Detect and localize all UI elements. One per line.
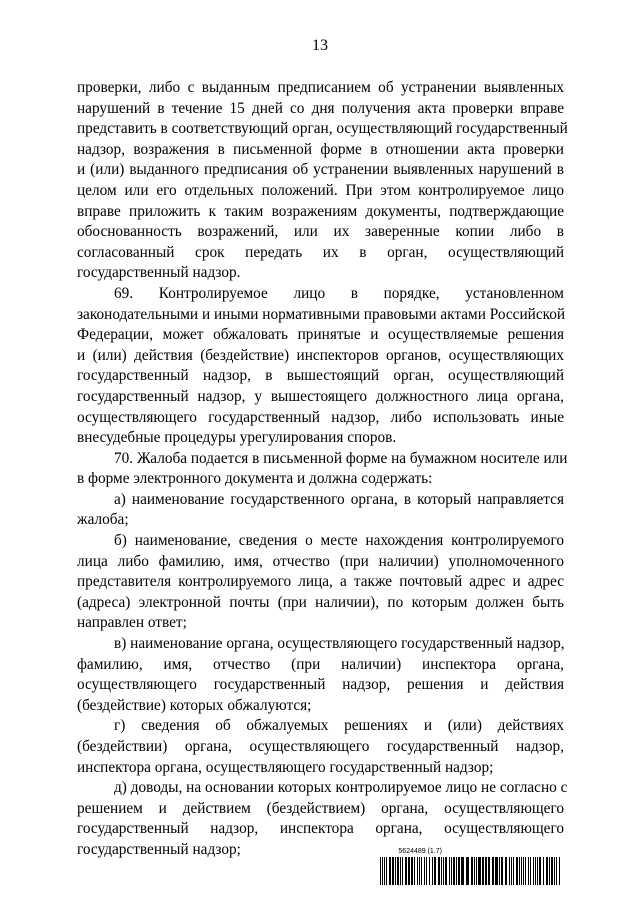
page-number: 13 (312, 37, 328, 54)
barcode-bar (513, 857, 514, 885)
barcode-bar (414, 857, 415, 885)
text-line: законодательными и иными нормативными правовыми актами Российской (77, 305, 566, 323)
barcode-bar (478, 857, 481, 885)
text-line: нарушений в течение 15 дней со дня получения акта проверки вправе (77, 99, 564, 117)
barcode-bar (516, 857, 518, 885)
text-line: направлен ответ; (77, 614, 187, 632)
barcode-bar (549, 857, 550, 885)
text-line: (бездействие) которых обжалуются; (77, 696, 312, 714)
text-line: проверки, либо с выданным предписанием об устранении выявленных (77, 79, 564, 96)
barcode-bar (386, 857, 387, 885)
barcode-bar (543, 857, 544, 885)
text-line: инспектора органа, осуществляющего государственный надзор; (77, 758, 494, 776)
barcode-bar (509, 857, 510, 885)
barcode-bar (424, 857, 425, 885)
barcode-bar (511, 857, 512, 885)
barcode-bar (556, 857, 557, 885)
text-line: представителя контролируемого лица, а также почтовый адрес и адрес (77, 573, 564, 591)
text-line: г) сведения об обжалуемых решениях и (или) действиях (114, 717, 564, 735)
barcode-bar (539, 857, 541, 885)
barcode-bar (505, 857, 507, 885)
barcode-bar (474, 857, 475, 885)
barcode-bar (535, 857, 536, 885)
barcode-bar (482, 857, 484, 885)
text-line: (бездействии) органа, осуществляющего государственный надзор, (77, 738, 564, 755)
text-line: (адреса) электронной почты (при наличии), по которым должен быть (77, 593, 564, 611)
text-line: д) доводы, на основании которых контролируемое лицо не согласно с (114, 779, 568, 797)
barcode-image (380, 857, 562, 887)
barcode-bar (461, 857, 464, 885)
text-line: государственный надзор; (77, 840, 241, 858)
barcode-bar (499, 857, 500, 885)
text-line: согласованный срок передать их в орган, осуществляющий (77, 243, 564, 261)
text-line: жалоба; (77, 511, 129, 529)
paragraph (77, 284, 564, 449)
barcode-bar (521, 857, 522, 885)
text-line: обоснованность возражений, или их заверенные копии либо в (77, 223, 564, 241)
text-line: осуществляющего государственный надзор, либо использовать иные (77, 408, 564, 426)
barcode-bar (453, 857, 455, 885)
barcode-bar (476, 857, 477, 885)
barcode-bar (488, 857, 490, 885)
barcode-bar (537, 857, 538, 885)
barcode-bar (471, 857, 473, 885)
paragraph (77, 449, 568, 490)
barcode-bar (528, 857, 529, 885)
barcode-bar (492, 857, 494, 885)
barcode-bar (419, 857, 420, 885)
barcode-bar (456, 857, 457, 885)
text-line: внесудебные процедуры урегулирования споров. (77, 429, 397, 447)
barcode-bar (384, 857, 385, 885)
barcode-bar (380, 857, 381, 885)
barcode-bar (519, 857, 520, 885)
text-line: целом или его отдельных положений. При этом контролируемое лицо (77, 181, 564, 199)
text-line: фамилию, имя, отчество (при наличии) инспектора органа, (77, 655, 564, 673)
barcode-bar (530, 857, 531, 885)
barcode-bar (501, 857, 503, 885)
paragraph (77, 634, 564, 716)
text-line: Федерации, может обжаловать принятые и осуществляемые решения (77, 326, 564, 344)
barcode-area (380, 847, 562, 887)
barcode-bar (466, 857, 469, 885)
barcode-bar (392, 857, 394, 885)
text-line: и (или) выданного предписания об устранении выявленных нарушений в (77, 161, 564, 179)
text-line: надзор, возражения в письменной форме в отношении акта проверки (77, 140, 564, 158)
text-line: государственный надзор, у вышестоящего должностного лица органа, (77, 387, 564, 405)
barcode-code-text: 5624489 (1.7) (398, 848, 442, 855)
text-line: в) наименование органа, осуществляющего государственный надзор, (114, 635, 565, 653)
barcode-bar (382, 857, 383, 885)
text-line: б) наименование, сведения о месте нахождения контролируемого (114, 532, 564, 550)
barcode-bar (485, 857, 487, 885)
barcode-bar (525, 857, 526, 885)
barcode-bar (434, 857, 436, 885)
barcode-bar (445, 857, 447, 885)
text-line: 70. Жалоба подается в письменной форме на бумажном носителе или (114, 449, 568, 467)
barcode-bar (559, 857, 560, 885)
barcode-bar (451, 857, 452, 885)
barcode-bar (397, 857, 399, 885)
barcode-bar (554, 857, 555, 885)
text-line: вправе приложить к таким возражениям документы, подтверждающие (77, 202, 564, 220)
text-line: государственный надзор, инспектора органа, осуществляющего (77, 820, 564, 838)
text-line: представить в соответствующий орган, осуществляющий государственный (77, 120, 568, 138)
barcode-bar (449, 857, 450, 885)
barcode-bar (426, 857, 427, 885)
barcode-bar (495, 857, 498, 885)
barcode-bar (389, 857, 391, 885)
paragraph (77, 716, 564, 778)
paragraph (77, 78, 568, 284)
paragraph (77, 531, 564, 634)
barcode-bar (523, 857, 524, 885)
barcode-bar (408, 857, 410, 885)
text-line: решением и действием (бездействием) органа, осуществляющего (77, 799, 564, 817)
barcode-bar (458, 857, 460, 885)
text-line: государственный надзор, в вышестоящий орган, осуществляющий (77, 367, 564, 385)
barcode-bar (441, 857, 442, 885)
barcode-bar (405, 857, 407, 885)
document-body (77, 78, 568, 861)
barcode-bar (546, 857, 548, 885)
text-line: а) наименование государственного органа, в который направляется (114, 490, 564, 508)
barcode-bar (400, 857, 401, 885)
text-line: осуществляющего государственный надзор, решения и действия (77, 676, 564, 694)
barcode-bar (417, 857, 418, 885)
text-line: 69. Контролируемое лицо в порядке, установленном (114, 284, 564, 302)
barcode-bar (551, 857, 553, 885)
barcode-bar (429, 857, 430, 885)
barcode-bar (438, 857, 440, 885)
barcode-bar (421, 857, 422, 885)
text-line: и (или) действия (бездействие) инспекторов органов, осуществляющих (77, 346, 564, 364)
text-line: государственный надзор. (77, 264, 241, 282)
barcode-bar (432, 857, 433, 885)
barcode-bar (443, 857, 444, 885)
barcode-bar (395, 857, 396, 885)
barcode-bar (402, 857, 403, 885)
barcode-bar (411, 857, 413, 885)
paragraph (77, 490, 564, 531)
text-line: лица либо фамилию, имя, отчество (при наличии) уполномоченного (77, 552, 564, 570)
barcode-bar (533, 857, 534, 885)
text-line: в форме электронного документа и должна содержать: (77, 470, 433, 488)
